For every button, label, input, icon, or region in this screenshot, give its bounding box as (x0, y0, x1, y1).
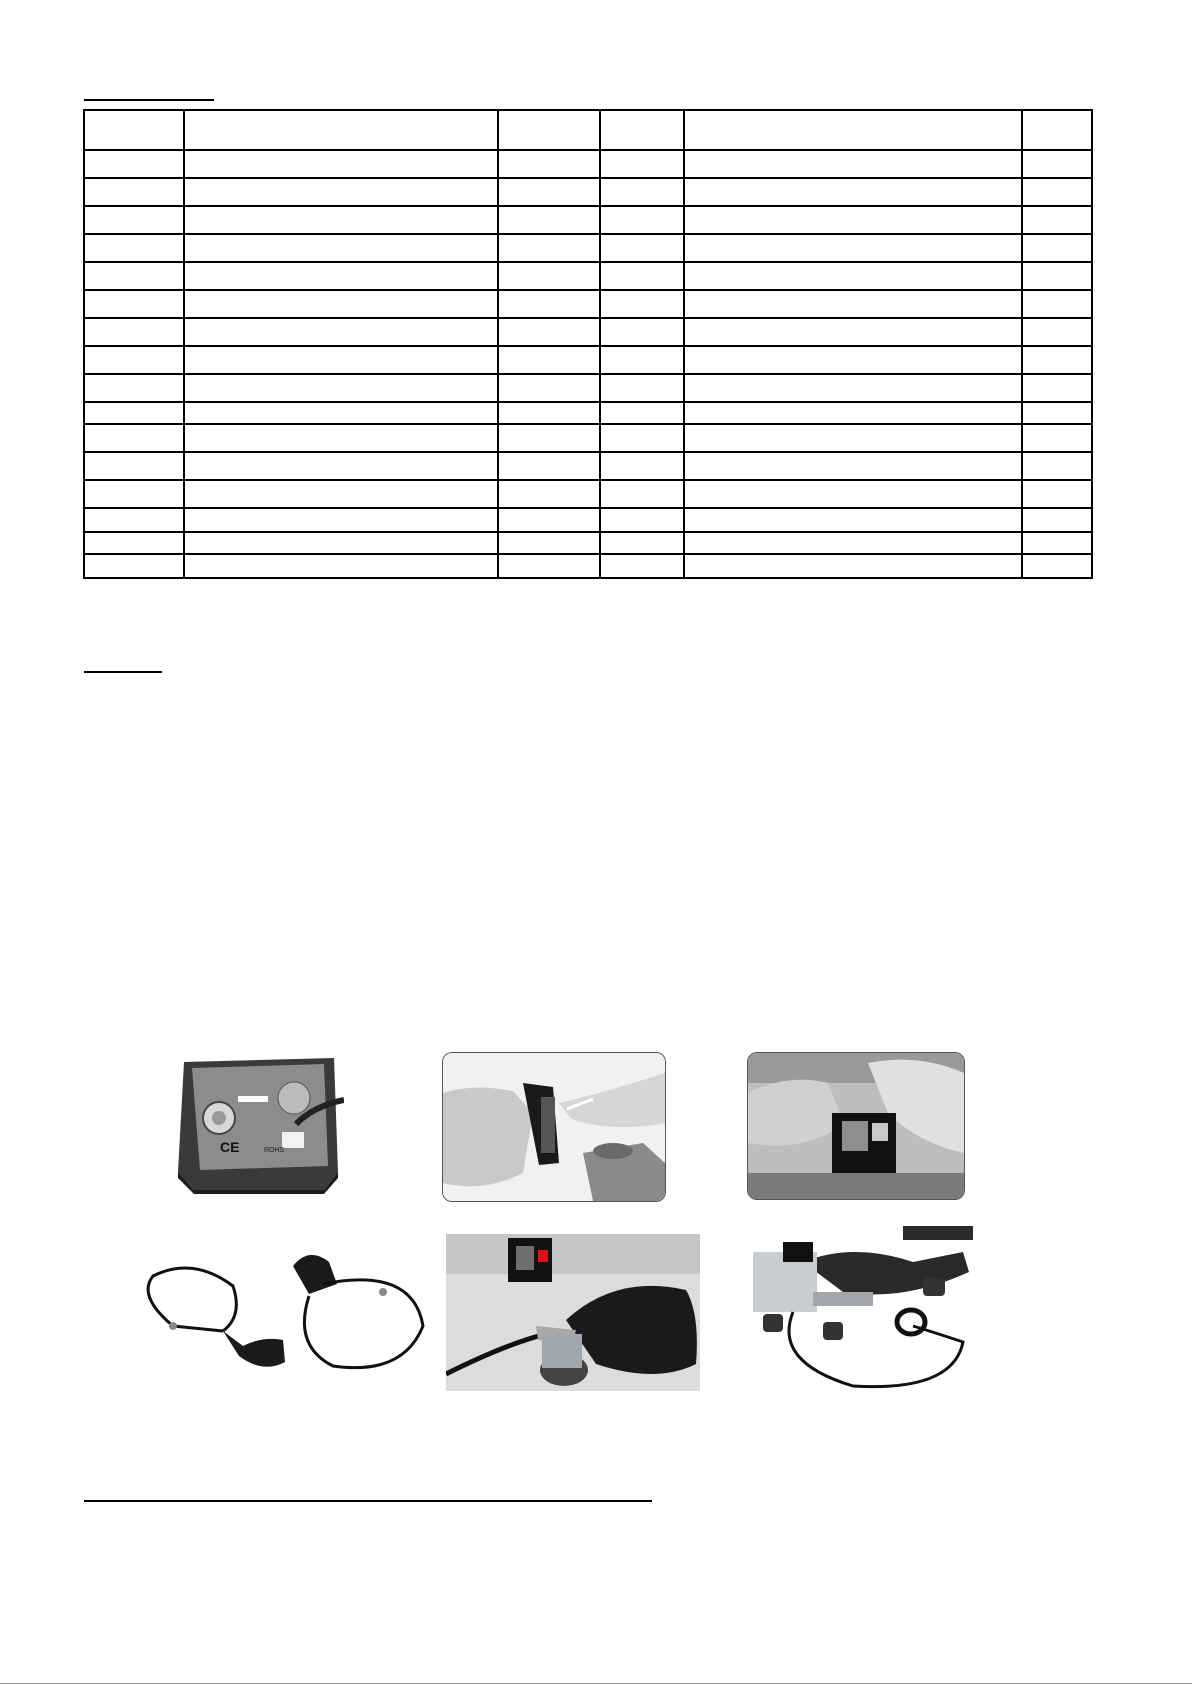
table-cell (184, 402, 498, 424)
table-cell (498, 508, 600, 532)
table-cell (684, 532, 1022, 554)
table-cell (600, 262, 684, 290)
table-cell (684, 508, 1022, 532)
table-cell (1022, 178, 1092, 206)
table-cell (600, 452, 684, 480)
table-cell (184, 374, 498, 402)
table-cell (498, 554, 600, 578)
table-cell (498, 452, 600, 480)
resistance-bands-photo (133, 1236, 429, 1391)
table-cell (600, 318, 684, 346)
table-cell (600, 480, 684, 508)
table-cell (1022, 508, 1092, 532)
table-cell (684, 110, 1022, 150)
table-cell (600, 234, 684, 262)
table-cell (498, 178, 600, 206)
table-row (84, 554, 1092, 578)
computer-mount-photo (747, 1052, 965, 1200)
table-cell (684, 178, 1022, 206)
table-cell (1022, 290, 1092, 318)
table-cell (184, 346, 498, 374)
table-cell (1022, 262, 1092, 290)
table-cell (84, 452, 184, 480)
table-cell (184, 508, 498, 532)
table-row (84, 374, 1092, 402)
table-cell (600, 554, 684, 578)
table-row (84, 424, 1092, 452)
table-cell (684, 374, 1022, 402)
table-cell (600, 206, 684, 234)
table-cell (1022, 110, 1092, 150)
table-cell (184, 110, 498, 150)
table-cell (184, 150, 498, 178)
table-cell (1022, 554, 1092, 578)
table-row (84, 234, 1092, 262)
table-cell (184, 452, 498, 480)
table-cell (1022, 150, 1092, 178)
table-cell (84, 424, 184, 452)
table-cell (84, 532, 184, 554)
table-cell (184, 554, 498, 578)
table-row (84, 452, 1092, 480)
table-cell (498, 150, 600, 178)
table-row (84, 262, 1092, 290)
table-cell (498, 374, 600, 402)
table-cell (184, 480, 498, 508)
table-cell (84, 318, 184, 346)
table-cell (498, 480, 600, 508)
table-cell (84, 262, 184, 290)
table-cell (498, 206, 600, 234)
table-cell (600, 178, 684, 206)
table-cell (84, 110, 184, 150)
battery-insert-photo (442, 1052, 666, 1202)
table-cell (498, 318, 600, 346)
table-cell (1022, 452, 1092, 480)
table-cell (184, 178, 498, 206)
table-cell (600, 424, 684, 452)
table-cell (184, 262, 498, 290)
table-cell (498, 262, 600, 290)
table-cell (600, 150, 684, 178)
page-footer-line (0, 1683, 1192, 1684)
table-cell (684, 318, 1022, 346)
table-cell (84, 508, 184, 532)
table-row (84, 532, 1092, 554)
table-cell (684, 554, 1022, 578)
table-cell (684, 402, 1022, 424)
table-cell (184, 206, 498, 234)
table-cell (84, 206, 184, 234)
band-attachment-photo (446, 1234, 700, 1391)
table-cell (684, 234, 1022, 262)
table-row (84, 178, 1092, 206)
table-cell (498, 290, 600, 318)
table-cell (684, 424, 1022, 452)
section-heading-underline (84, 99, 214, 101)
table-cell (600, 508, 684, 532)
ce-mark: CE (220, 1139, 240, 1155)
table-cell (684, 452, 1022, 480)
table-cell (684, 262, 1022, 290)
table-cell (84, 290, 184, 318)
table-cell (184, 234, 498, 262)
table-row (84, 480, 1092, 508)
table-cell (498, 402, 600, 424)
table-header-row (84, 110, 1092, 150)
table-cell (1022, 532, 1092, 554)
table-cell (1022, 374, 1092, 402)
table-cell (600, 374, 684, 402)
table-cell (84, 234, 184, 262)
table-cell (600, 346, 684, 374)
table-row (84, 150, 1092, 178)
section-heading-underline (84, 1500, 652, 1502)
table-cell (600, 110, 684, 150)
table-row (84, 402, 1092, 424)
table-cell (84, 346, 184, 374)
table-row (84, 346, 1092, 374)
table-cell (84, 480, 184, 508)
table-cell (184, 532, 498, 554)
sensor-board-photo (174, 1052, 344, 1196)
table-cell (1022, 234, 1092, 262)
table-row (84, 206, 1092, 234)
table-cell (84, 554, 184, 578)
table-cell (684, 150, 1022, 178)
table-cell (84, 178, 184, 206)
table-cell (600, 402, 684, 424)
table-cell (498, 532, 600, 554)
table-cell (1022, 402, 1092, 424)
table-row (84, 318, 1092, 346)
table-cell (84, 374, 184, 402)
table-cell (498, 234, 600, 262)
table-cell (84, 150, 184, 178)
table-cell (498, 346, 600, 374)
table-cell (184, 290, 498, 318)
table-cell (1022, 480, 1092, 508)
section-heading-underline (84, 671, 162, 673)
table-cell (84, 402, 184, 424)
table-cell (184, 424, 498, 452)
table-cell (684, 290, 1022, 318)
stepper-with-band-photo (733, 1222, 981, 1391)
table-cell (1022, 346, 1092, 374)
table-row (84, 290, 1092, 318)
table-cell (1022, 424, 1092, 452)
table-cell (498, 424, 600, 452)
table-cell (1022, 318, 1092, 346)
table-cell (184, 318, 498, 346)
rohs-mark: ROHS (264, 1147, 285, 1154)
table-row (84, 508, 1092, 532)
table-cell (600, 290, 684, 318)
table-cell (498, 110, 600, 150)
table-cell (684, 206, 1022, 234)
parts-table (83, 109, 1093, 579)
table-cell (684, 346, 1022, 374)
table-cell (1022, 206, 1092, 234)
table-cell (600, 532, 684, 554)
table-cell (684, 480, 1022, 508)
